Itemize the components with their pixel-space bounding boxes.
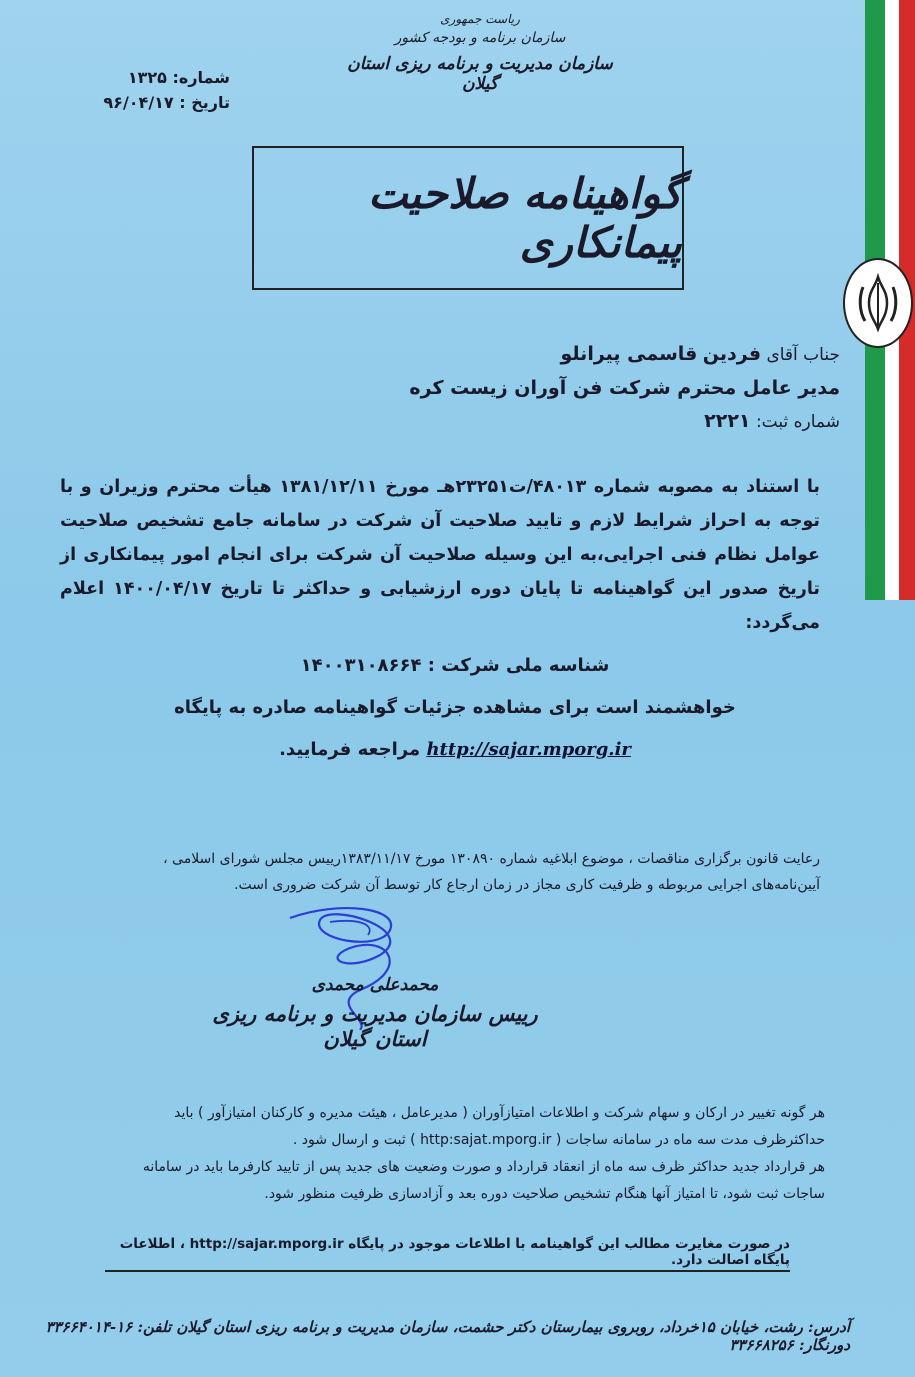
authenticity-note: در صورت مغایرت مطالب این گواهینامه با اطلاعات موجود در پایگاه http://sajar.mporg.ir ، اطلاعات پایگاه اصالت دارد. — [105, 1236, 790, 1272]
request-line: خواهشمند است برای مشاهده جزئیات گواهینامه صادره به پایگاه — [174, 697, 736, 718]
recipient-registration: شماره ثبت: ۲۲۲۱ — [704, 410, 840, 432]
office-address: آدرس: رشت، خیابان ۱۵خرداد، روبروی بیمارستان دکتر حشمت، سازمان مدیریت و برنامه ریزی استان گیلان تلفن: ۱۶-۳۳۶۶۴۰۱۴ دورنگار: ۳۳۶۶۸۲۵۶ — [45, 1318, 850, 1354]
notes-block — [110, 1100, 825, 1208]
signatory-title: رییس سازمان مدیریت و برنامه ریزی استان گیلان — [212, 1001, 538, 1051]
letter-number: شماره: ۱۳۲۵ — [127, 68, 230, 87]
letter-meta — [70, 68, 230, 118]
sajar-link[interactable]: http://sajar.mporg.ir — [426, 739, 631, 760]
letterhead — [330, 12, 630, 94]
certificate-title: گواهینامه صلاحیت پیمانکاری — [252, 146, 684, 290]
recipient-block — [80, 338, 840, 439]
letter-date: تاریخ : ۹۶/۰۴/۱۷ — [103, 93, 230, 112]
signatory-name: محمدعلی محمدی — [311, 975, 439, 995]
national-id: شناسه ملی شرکت : ۱۴۰۰۳۱۰۸۶۶۴ — [300, 655, 610, 676]
legal-notice: رعایت قانون برگزاری مناقصات ، موضوع ابلاغیه شماره ۱۳۰۸۹۰ مورخ ۱۳۸۳/۱۱/۱۷رییس مجلس شورای اسلامی ، آیین‌نامه‌های اجرایی مربوطه و ظرفیت کاری مجاز در زمان ارجاع کار توسط آن شرکت ضروری است. — [163, 851, 820, 893]
iran-emblem-icon — [843, 258, 913, 348]
certificate-body: با استناد به مصوبه شماره ۴۸۰۱۳/ت۲۳۲۵۱هـ مورخ ۱۳۸۱/۱۲/۱۱ هیأت محترم وزیران و با توجه به احراز شرایط لازم و تایید صلاحیت آن شرکت در سامانه جامع تشخیص صلاحیت عوامل نظام فنی اجرایی،به این وسیله صلاحیت آن شرکت برای انجام امور پیمانکاری از تاریخ صدور این گواهینامه تا پایان دوره ارزشیابی و حداکثر تا تاریخ ۱۴۰۰/۰۴/۱۷ اعلام می‌گردد: — [60, 477, 820, 633]
recipient-position: مدیر عامل محترم شرکت فن آوران زیست کره — [409, 377, 840, 399]
recipient-name: جناب آقای فردین قاسمی پیرانلو — [560, 343, 840, 365]
letterhead-province: سازمان مدیریت و برنامه ریزی استان گیلان — [347, 54, 613, 94]
letterhead-organization: سازمان برنامه و بودجه کشور — [394, 30, 566, 46]
note-2: هر قرارداد جدید حداکثر ظرف سه ماه از انعقاد قرارداد و صورت وضعیت های جدید پس از تایید کارفرما باید در سامانه ساجات ثبت شود، تا امتیاز آنها هنگام تشخیص صلاحیت دوره بعد و آزادسازی ظرفیت منظور شود. — [142, 1159, 825, 1202]
national-id-block — [150, 645, 760, 771]
refer-line: http://sajar.mporg.ir مراجعه فرمایید. — [279, 739, 631, 760]
signatory — [210, 975, 540, 1051]
letterhead-presidency: ریاست جمهوری — [440, 12, 520, 26]
note-1: هر گونه تغییر در ارکان و سهام شرکت و اطلاعات امتیازآوران ( مدیرعامل ، هیئت مدیره و کارکنان امتیازآور ) باید حداکثرظرف مدت سه ماه در سامانه ساجات ( http:sajat.mporg.ir ) ثبت و ارسال شود . — [174, 1105, 825, 1148]
